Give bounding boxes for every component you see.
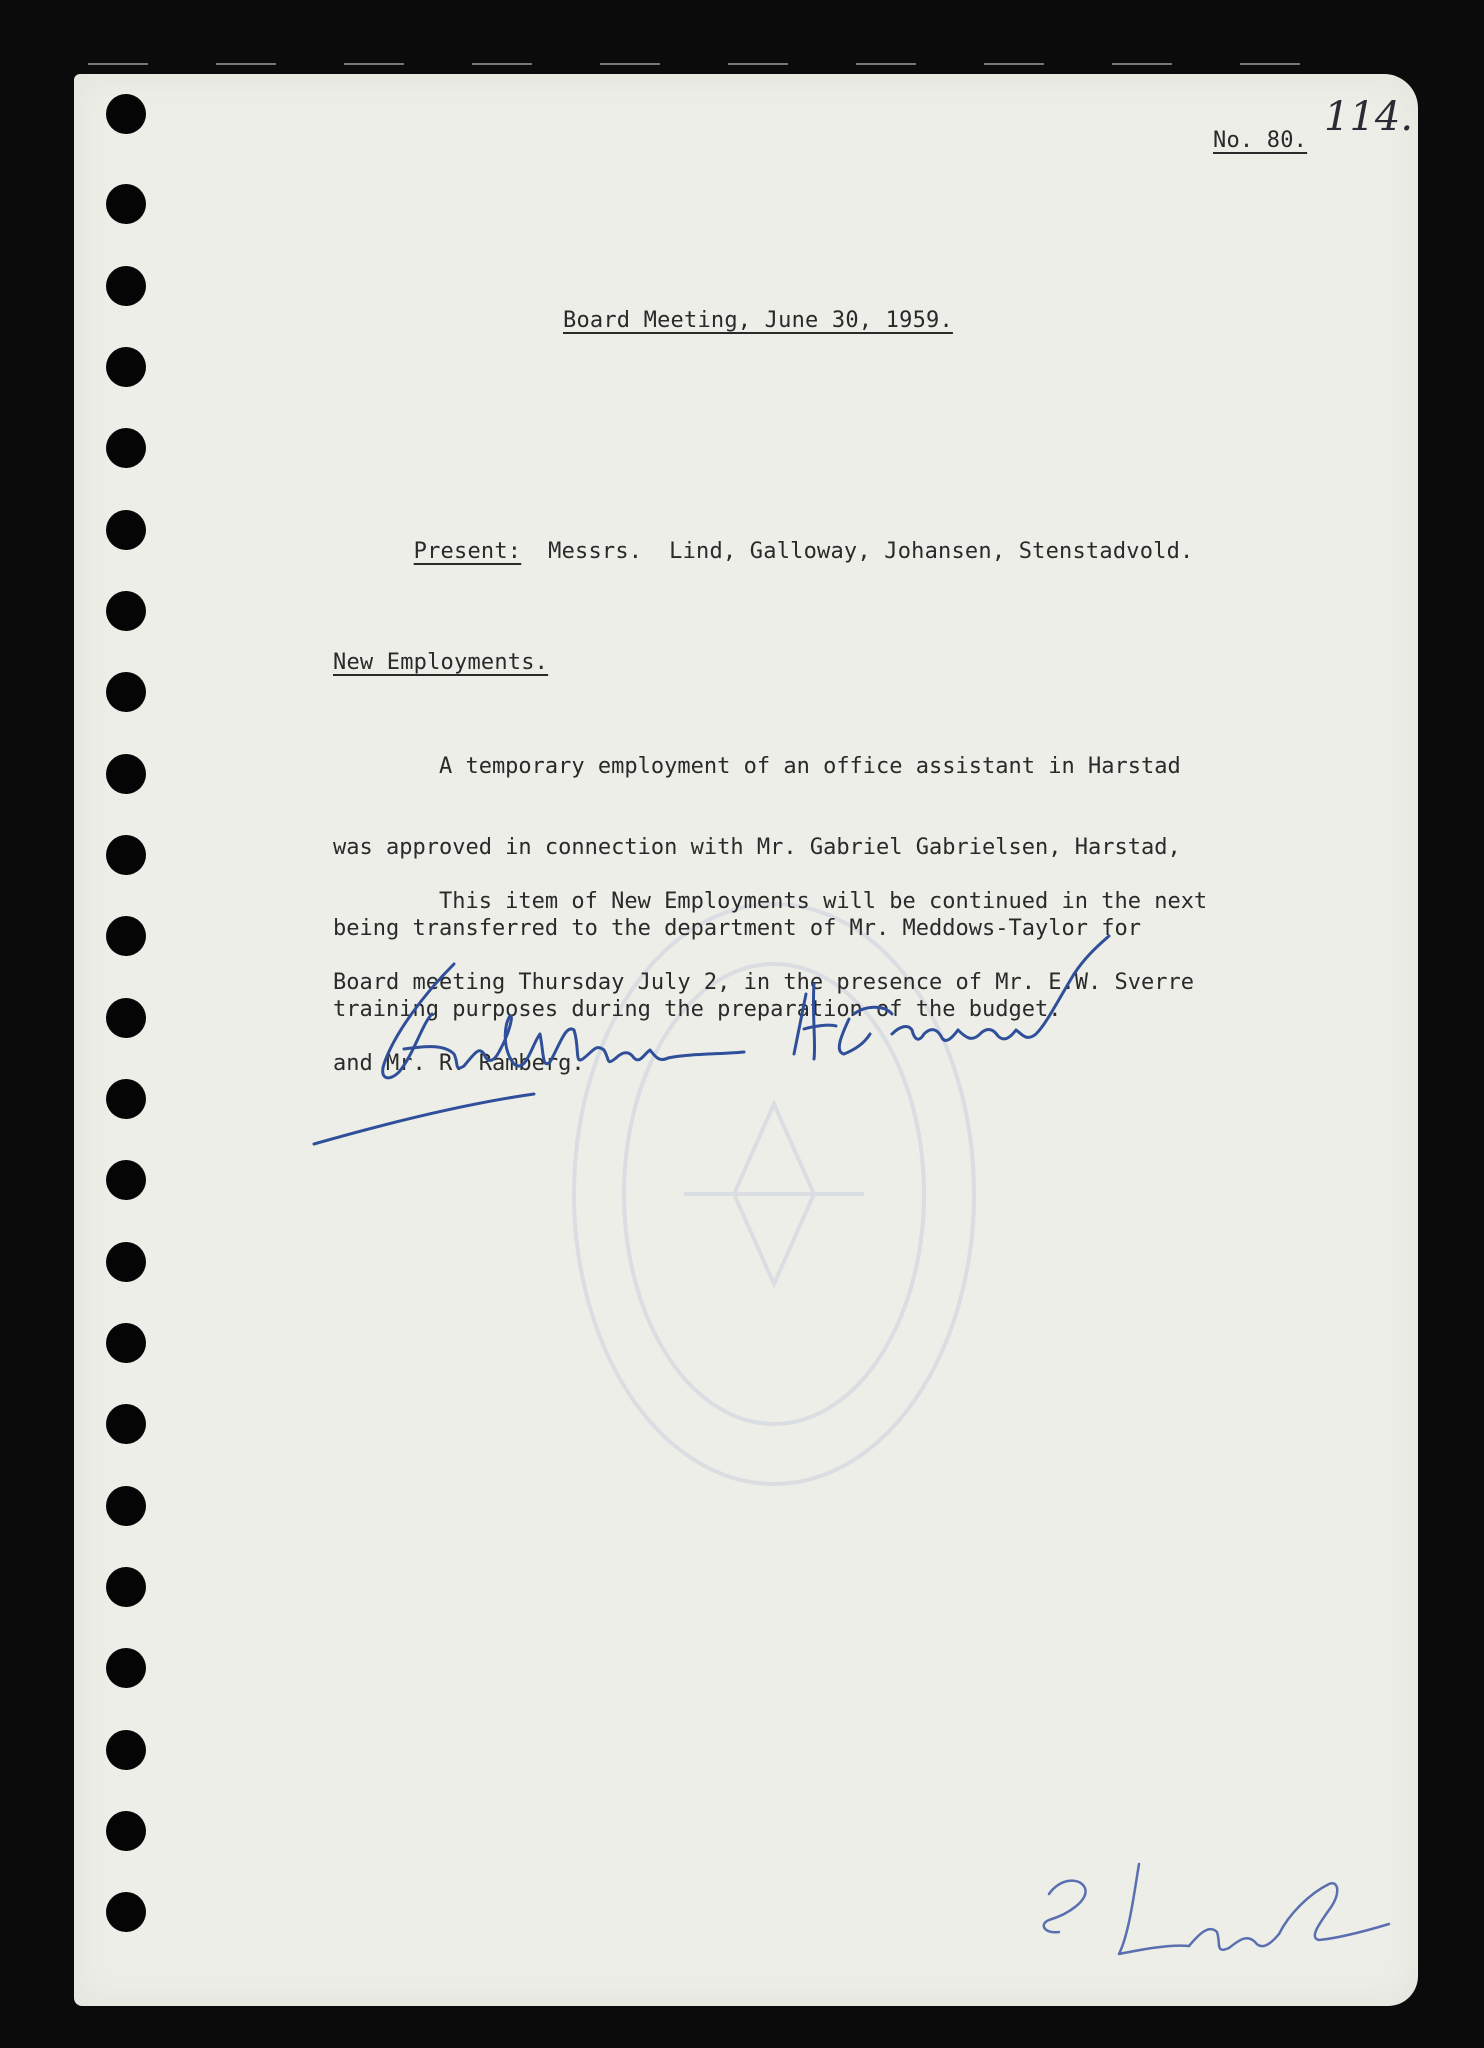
- paragraph-1-line: A temporary employment of an office assistant in Harstad: [333, 754, 1181, 779]
- paragraph-1-line: being transferred to the department of Mr. Meddows-Taylor for: [333, 916, 1141, 941]
- section-heading: New Employments.: [333, 650, 549, 675]
- signature-2: [774, 934, 1114, 1084]
- punch-hole: [106, 835, 146, 875]
- punch-hole: [106, 184, 146, 224]
- document-number: No. 80.: [1213, 128, 1308, 153]
- page-title: Board Meeting, June 30, 1959.: [563, 308, 953, 333]
- paragraph-2-line: This item of New Employments will be continued in the next: [333, 889, 1208, 914]
- punch-hole: [106, 998, 146, 1038]
- punch-hole: [106, 510, 146, 550]
- punch-hole: [106, 1160, 146, 1200]
- paragraph-2-line: Board meeting Thursday July 2, in the presence of Mr. E.W. Sverre: [333, 970, 1194, 995]
- punch-hole: [106, 1811, 146, 1851]
- punch-hole: [106, 1079, 146, 1119]
- document-sheet: [74, 74, 1418, 2006]
- paragraph-2-line: and Mr. R. Ramberg.: [333, 1051, 585, 1076]
- punch-hole: [106, 754, 146, 794]
- punch-hole: [106, 1242, 146, 1282]
- signature-1: [304, 954, 784, 1154]
- punch-hole: [106, 1323, 146, 1363]
- present-spacer: [521, 539, 548, 564]
- punch-hole: [106, 347, 146, 387]
- punch-hole: [106, 1730, 146, 1770]
- page-number-handwritten: 114.: [1324, 94, 1414, 140]
- punch-hole: [106, 428, 146, 468]
- present-attendees: Messrs. Lind, Galloway, Johansen, Stenstadvold.: [548, 539, 1194, 564]
- punch-hole: [106, 916, 146, 956]
- punch-hole: [106, 1892, 146, 1932]
- edge-marks-graphic: [80, 61, 1380, 69]
- punch-hole: [106, 266, 146, 306]
- punch-hole: [106, 672, 146, 712]
- paragraph-1-line: was approved in connection with Mr. Gabriel Gabrielsen, Harstad,: [333, 835, 1181, 860]
- initials-signature: [989, 1854, 1409, 1974]
- punch-hole: [106, 1648, 146, 1688]
- punch-hole: [106, 1404, 146, 1444]
- punch-holes: [74, 74, 234, 2006]
- paragraph-1-line: training purposes during the preparation of the budget.: [333, 997, 1062, 1022]
- present-line: [333, 514, 1194, 589]
- present-label: Present:: [413, 539, 522, 564]
- punch-hole: [106, 1567, 146, 1607]
- binding-edge-marks: [80, 56, 1380, 64]
- punch-hole: [106, 1486, 146, 1526]
- punch-hole: [106, 591, 146, 631]
- punch-hole: [106, 94, 146, 134]
